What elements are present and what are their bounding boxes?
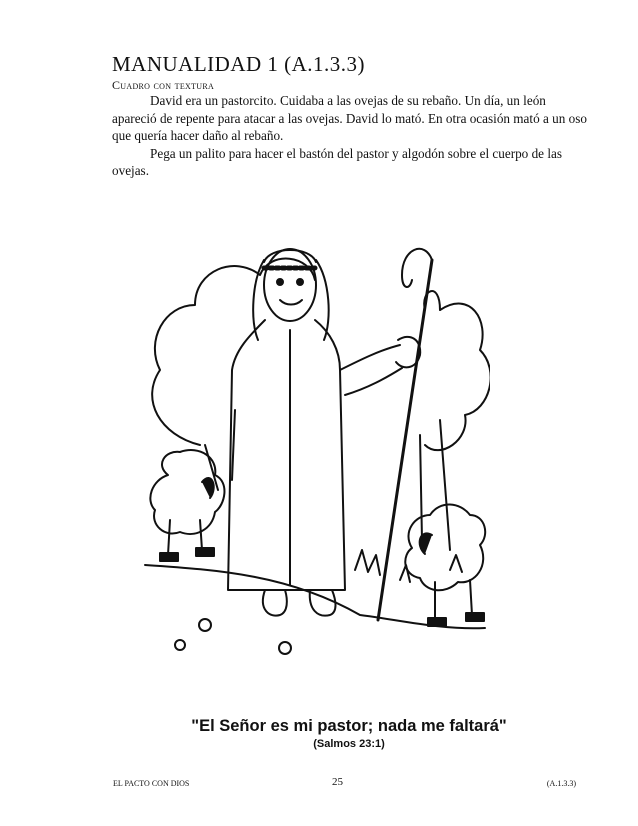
page-title: MANUALIDAD 1 (A.1.3.3) (112, 52, 366, 76)
instruction-paragraph: Pega un palito para hacer el bastón del pastor y algodón sobre el cuerpo de las ovejas. (112, 145, 562, 178)
instructions-text (112, 92, 590, 180)
story-paragraph: David era un pastorcito. Cuidaba a las ovejas de su rebaño. Un día, un león apareció de repente para atacar a las ovejas. David lo mató. En otra ocasión mató a un oso que quería hacer daño al rebaño. (112, 93, 587, 143)
page-subtitle: Cuadro con textura (112, 78, 215, 92)
footer-book-title: EL PACTO CON DIOS (113, 779, 190, 788)
bible-verse: "El Señor es mi pastor; nada me faltará" (191, 717, 507, 735)
verse-reference: (Salmos 23:1) (313, 738, 385, 750)
shepherd-with-sheep-coloring-drawing (140, 220, 490, 660)
footer-lesson-code: (A.1.3.3) (546, 779, 576, 788)
page-number: 25 (332, 776, 343, 788)
